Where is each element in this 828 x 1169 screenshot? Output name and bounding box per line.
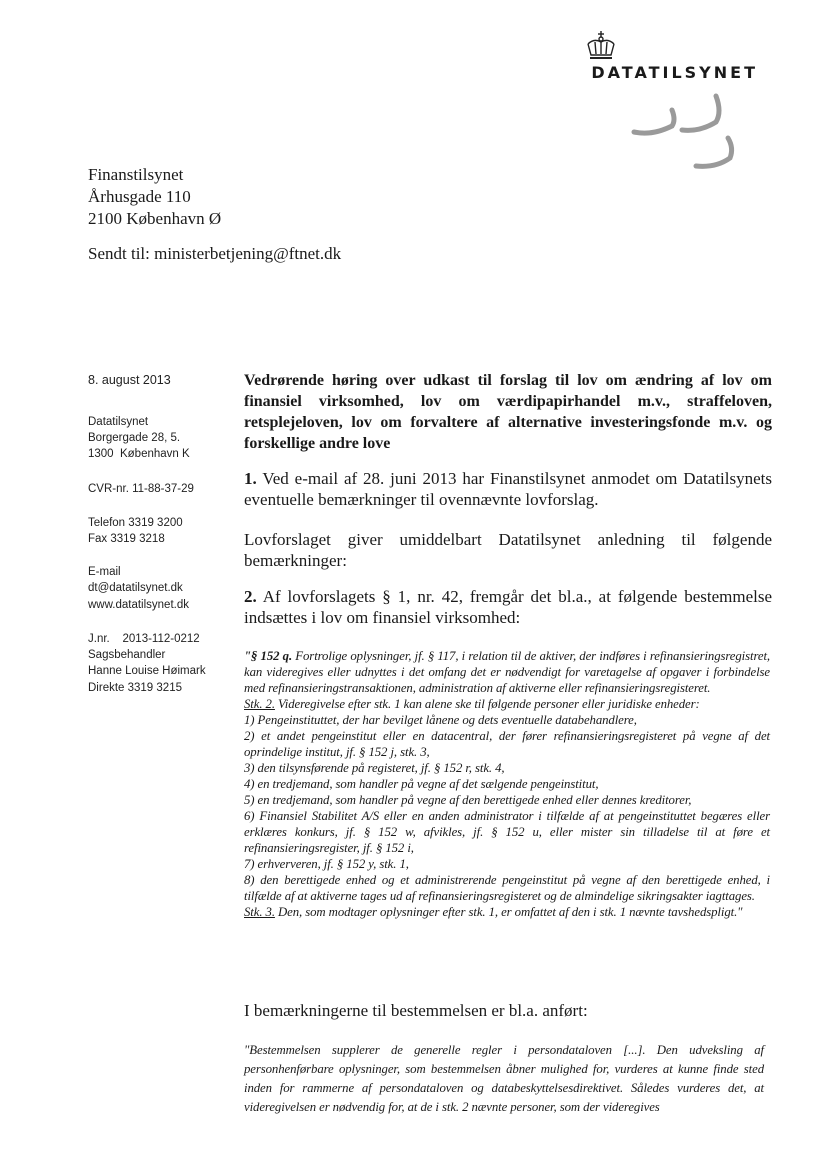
remarks-quote: "Bestemmelsen supplerer de generelle regler i persondataloven [...]. Den udveksling af personhenførbare oplysninger, som bestemmelsen åbner mulighed for, vurderes at kunne finde sted inden for rammerne af persondataloven og databeskyttelsesdirektivet. Således vurderes det, at videregivelsen er nødvendig for, at de i stk. 2 nævnte personer, som der videregives: [244, 1043, 764, 1114]
paragraph-2: Lovforslaget giver umiddelbart Datatilsynet anledning til følgende bemærkninger:: [244, 530, 772, 570]
sender-org: Datatilsynet: [88, 416, 149, 428]
paragraph-3: [244, 586, 772, 628]
sender-phone: Telefon 3319 3200: [88, 517, 183, 529]
sender-street: Borgergade 28, 5.: [88, 432, 181, 444]
list-item: 2) et andet pengeinstitut eller en datacentral, der fører refinansieringsregisteret på vegne af det oprindelige institut, jf. § 152 j, stk. 3,: [244, 729, 770, 759]
list-item: 8) den berettigede enhed og et administrerende pengeinstitut på vegne af den berettigede enhed, i tilfælde af at aktiverne tages ud af refinansieringsregisteret og de almindelige sikringsakter iagttages.: [244, 873, 770, 903]
list-item: 5) en tredjemand, som handler på vegne af den berettigede enhed eller dennes kreditorer,: [244, 793, 692, 807]
recipient-line: Finanstilsynet: [88, 165, 184, 184]
sender-website-link[interactable]: www.datatilsynet.dk: [88, 599, 189, 611]
list-item: 3) den tilsynsførende på registeret, jf. § 152 r, stk. 4,: [244, 761, 505, 775]
recipient-line: 2100 København Ø: [88, 209, 222, 228]
royal-crown-icon: [584, 30, 618, 62]
list-item: 4) en tredjemand, som handler på vegne af det sælgende pengeinstitut,: [244, 777, 599, 791]
section-reference: "§ 152 q.: [244, 649, 293, 663]
letter-date: 8. august 2013: [88, 373, 171, 387]
list-item: 6) Finansiel Stabilitet A/S eller en anden administrator i tilfælde af at pengeinstituttet begæres eller erklæres konkurs, jf. § 152 w, afvikles, jf. § 152 u, eller mister sin tilladelse til at føre et refinansieringsregister, jf. § 152 i,: [244, 809, 770, 855]
law-quote: [244, 648, 770, 920]
hook-stamp-icon: [630, 92, 740, 172]
quote-text: Den, som modtager oplysninger efter stk. 1, er omfattet af den i stk. 1 nævnte tavshedspligt.": [274, 905, 743, 919]
journal-number: J.nr. 2013-112-0212: [88, 633, 200, 645]
paragraph-text: Ved e-mail af 28. juni 2013 har Finanstilsynet anmodet om Datatilsynets eventuelle bemærkninger til ovennævnte lovforslag.: [244, 469, 772, 509]
sender-email-link[interactable]: dt@datatilsynet.dk: [88, 582, 183, 594]
stk-label: Stk. 3.: [244, 905, 275, 919]
list-item: 1) Pengeinstituttet, der har bevilget lånene og dets eventuelle databehandlere,: [244, 713, 637, 727]
letter-heading: Vedrørende høring over udkast til forslag til lov om ændring af lov om finansiel virksomhed, lov om værdipapirhandel m.v., straffeloven, retsplejeloven, lov om forvaltere af alternative investeringsfonde m.v. og forskellige andre love: [244, 372, 772, 452]
quote-text: Fortrolige oplysninger, jf. § 117, i relation til de aktiver, der indføres i refinansieringsregistret, kan videregives eller udnyttes i det omfang det er nødvendigt for varetagelse af opgaver i forbindelse med refinansieringstransaktionen, administration af aktiverne eller refinansieringsregisteret.: [244, 649, 770, 695]
direct-phone: Direkte 3319 3215: [88, 682, 182, 694]
quote-text: Videregivelse efter stk. 1 kan alene ske til følgende personer eller juridiske enheder:: [274, 697, 700, 711]
paragraph-number: 2.: [244, 587, 257, 606]
brand-logo-text: DATATILSYNET: [591, 63, 758, 82]
list-item: 7) erhververen, jf. § 152 y, stk. 1,: [244, 857, 409, 871]
sender-city: 1300 København K: [88, 448, 190, 460]
paragraph-1: [244, 468, 772, 510]
paragraph-number: 1.: [244, 469, 257, 488]
sender-fax: Fax 3319 3218: [88, 533, 165, 545]
recipient-line: Århusgade 110: [88, 187, 191, 206]
case-handler-name: Hanne Louise Høimark: [88, 665, 206, 677]
stk-label: Stk. 2.: [244, 697, 275, 711]
paragraph-4: I bemærkningerne til bestemmelsen er bl.a. anført:: [244, 1001, 588, 1020]
recipient-address: [88, 164, 221, 230]
paragraph-text: Af lovforslagets § 1, nr. 42, fremgår det bl.a., at følgende bestemmelse indsættes i lov om finansiel virksomhed:: [244, 587, 773, 627]
sender-email-label: E-mail: [88, 566, 121, 578]
sent-to-line: Sendt til: ministerbetjening@ftnet.dk: [88, 244, 342, 263]
case-handler-label: Sagsbehandler: [88, 649, 166, 661]
sender-cvr: CVR-nr. 11-88-37-29: [88, 483, 194, 495]
